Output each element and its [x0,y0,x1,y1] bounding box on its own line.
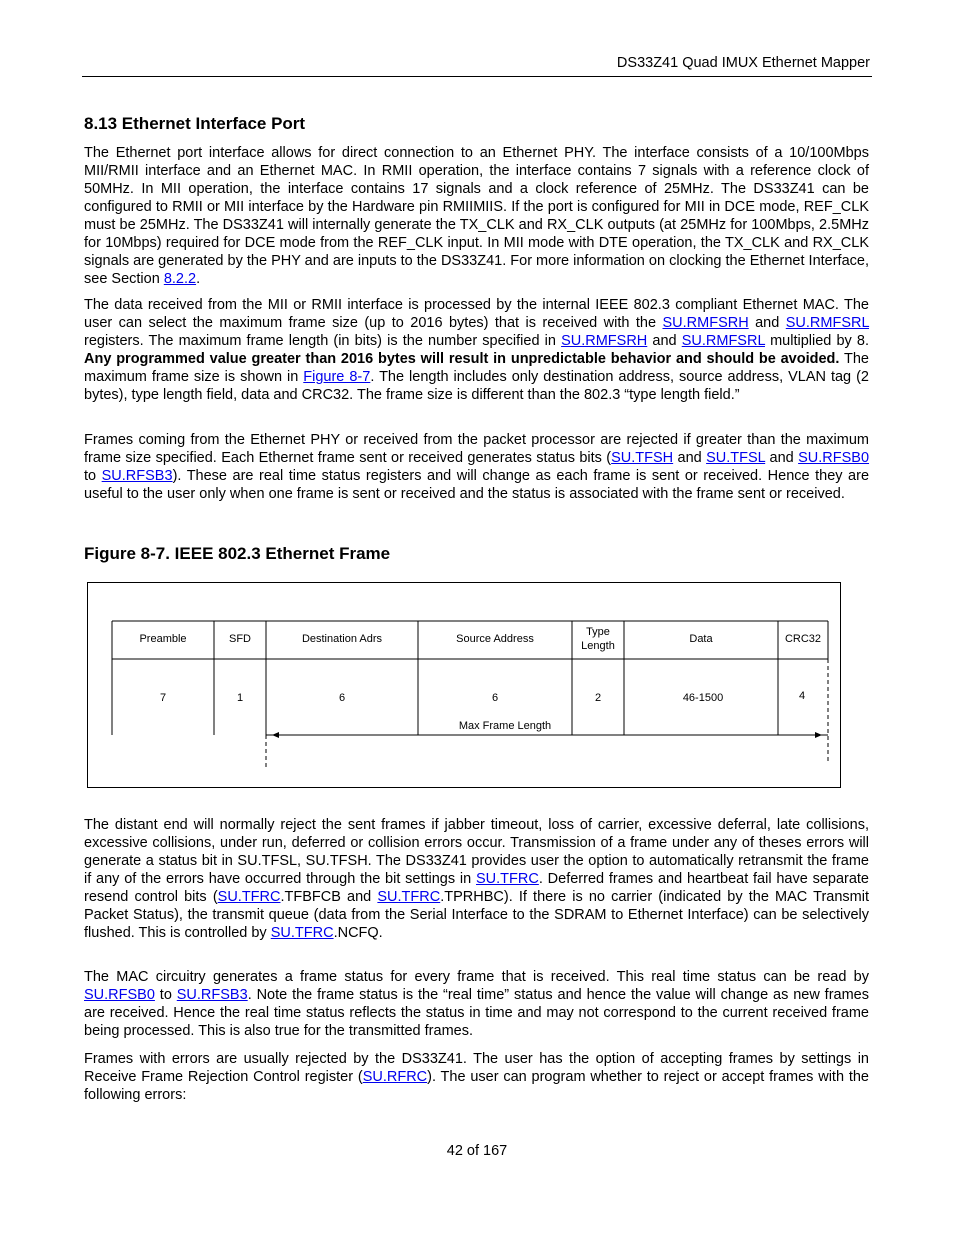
field-destination-adrs: Destination Adrs [301,633,383,645]
link-su-rmfsrh[interactable]: SU.RMFSRH [662,315,749,331]
link-su-tfsl[interactable]: SU.TFSL [706,450,766,466]
link-figure-8-7[interactable]: Figure 8-7 [303,369,371,385]
field-crc32: CRC32 [784,633,822,645]
link-su-tfrc[interactable]: SU.TFRC [377,889,441,905]
bytes-type-length: 2 [594,692,602,704]
link-su-rfsb3[interactable]: SU.RFSB3 [176,987,248,1003]
link-su-tfsh[interactable]: SU.TFSH [611,450,674,466]
paragraph-transmit-errors: The distant end will normally reject the sent frames if jabber timeout, loss of carrier, excessive deferral, late collisions, excessive collisions, under run, deferred or collision errors occur. Transmission of a frame under any of theses errors will generate a status bit in SU.TFSL, SU.TFSH. The DS33Z41 provides user the option to automatically retransmit the frame if any of the errors have occurred through the bit settings in SU.TFRC. Deferred frames and heartbeat fail have separate resend control bits (SU.TFRC.TFBFCB and SU.TFRC.TPRHBC). If there is no carrier (indicated by the MAC Transmit Packet Status), the transmit queue (data from the Serial Interface to the SDRAM to Ethernet Interface) can be selectively flushed. This is controlled by SU.TFRC.NCFQ. [84,817,870,941]
link-section-8-2-2[interactable]: 8.2.2 [163,271,197,287]
page-header-title: DS33Z41 Quad IMUX Ethernet Mapper [616,55,870,71]
paragraph-error-frames: Frames with errors are usually rejected by the DS33Z41. The user has the option of accepting frames by settings in Receive Frame Rejection Control register (SU.RFRC). The user can program whether to reject or accept frames with the following errors: [84,1051,869,1103]
max-frame-length-label: Max Frame Length [458,720,552,732]
field-preamble: Preamble [139,633,187,645]
figure-title: Figure 8-7. IEEE 802.3 Ethernet Frame [84,544,391,563]
bytes-sfd: 1 [236,692,244,704]
bytes-preamble: 7 [159,692,167,704]
warning-text: Any programmed value greater than 2016 bytes will result in unpredictable behavior and should be avoided. [84,351,840,367]
bytes-crc32: 4 [798,690,806,702]
page-number: 42 of 167 [446,1143,508,1159]
ethernet-frame-diagram [88,583,840,787]
bytes-source-address: 6 [491,692,499,704]
section-heading: 8.13 Ethernet Interface Port [84,114,306,133]
link-su-rmfsrl[interactable]: SU.RMFSRL [785,315,870,331]
paragraph-ethernet-port: The Ethernet port interface allows for direct connection to an Ethernet PHY. The interface consists of a 10/100Mbps MII/RMII interface and an Ethernet MAC. In RMII operation, the interface contains 7 signals with a reference clock of 50MHz. In MII operation, the interface contains 17 signals and a clock reference of 25MHz. The DS33Z41 can be configured to RMII or MII interface by the Hardware pin RMIIMIIS. If the port is configured for MII in DCE mode, REF_CLK must be 25MHz. The DS33Z41 will internally generate the TX_CLK and RX_CLK outputs (at 25MHz for 100Mbps, 2.5MHz for 10Mbps) required for DCE mode from the REF_CLK input. In MII mode with DTE operation, the TX_CLK and RX_CLK signals are generated by the PHY and are inputs to the DS33Z41. For more information on clocking the Ethernet Interface, see Section 8.2.2. [84,145,869,287]
field-length: Length [581,640,615,652]
field-sfd: SFD [229,633,251,645]
link-su-tfrc[interactable]: SU.TFRC [476,871,539,887]
paragraph-frame-rejection: Frames coming from the Ethernet PHY or received from the packet processor are rejected if greater than the maximum frame size specified. Each Ethernet frame sent or received generates status bits (SU.TFSH and SU.TFSL and SU.RFSB0 to SU.RFSB3). These are real time status registers and will change as each frame is sent or received. Hence they are useful to the user only when one frame is sent or received and the status is associated with the frame sent or received. [84,432,870,502]
bytes-data: 46-1500 [682,692,724,704]
link-su-rfsb0[interactable]: SU.RFSB0 [84,987,155,1003]
paragraph-frame-status: The MAC circuitry generates a frame status for every frame that is received. This real time status can be read by SU.RFSB0 to SU.RFSB3. Note the frame status is the “real time” status and hence the value will change as new frames are received. Hence the real time status reflects the status in time and may not correspond to the current received frame being processed. This is also true for the transmitted frames. [84,969,869,1039]
field-source-address: Source Address [456,633,534,645]
bytes-destination-adrs: 6 [338,692,346,704]
field-data: Data [689,633,713,645]
link-su-tfrc[interactable]: SU.TFRC [217,889,281,905]
field-type: Type [586,626,610,638]
link-su-rmfsrh[interactable]: SU.RMFSRH [561,333,648,349]
figure-frame-box [87,582,841,788]
link-su-tfrc[interactable]: SU.TFRC [270,925,334,941]
link-su-rmfsrl[interactable]: SU.RMFSRL [681,333,765,349]
link-su-rfrc[interactable]: SU.RFRC [362,1069,428,1085]
link-su-rfsb0[interactable]: SU.RFSB0 [798,450,870,466]
header-rule [82,76,872,77]
link-su-rfsb3[interactable]: SU.RFSB3 [101,468,173,484]
paragraph-max-frame-size: The data received from the MII or RMII interface is processed by the internal IEEE 802.3 compliant Ethernet MAC. The user can select the maximum frame size (up to 2016 bytes) that is received with the SU.RMFSRH and SU.RMFSRL registers. The maximum frame length (in bits) is the number specified in SU.RMFSRH and SU.RMFSRL multiplied by 8. Any programmed value greater than 2016 bytes will result in unpredictable behavior and should be avoided. The maximum frame size is shown in Figure 8-7. The length includes only destination address, source address, VLAN tag (2 bytes), type length field, data and CRC32. The frame size is different than the 802.3 “type length field.” [84,297,870,403]
